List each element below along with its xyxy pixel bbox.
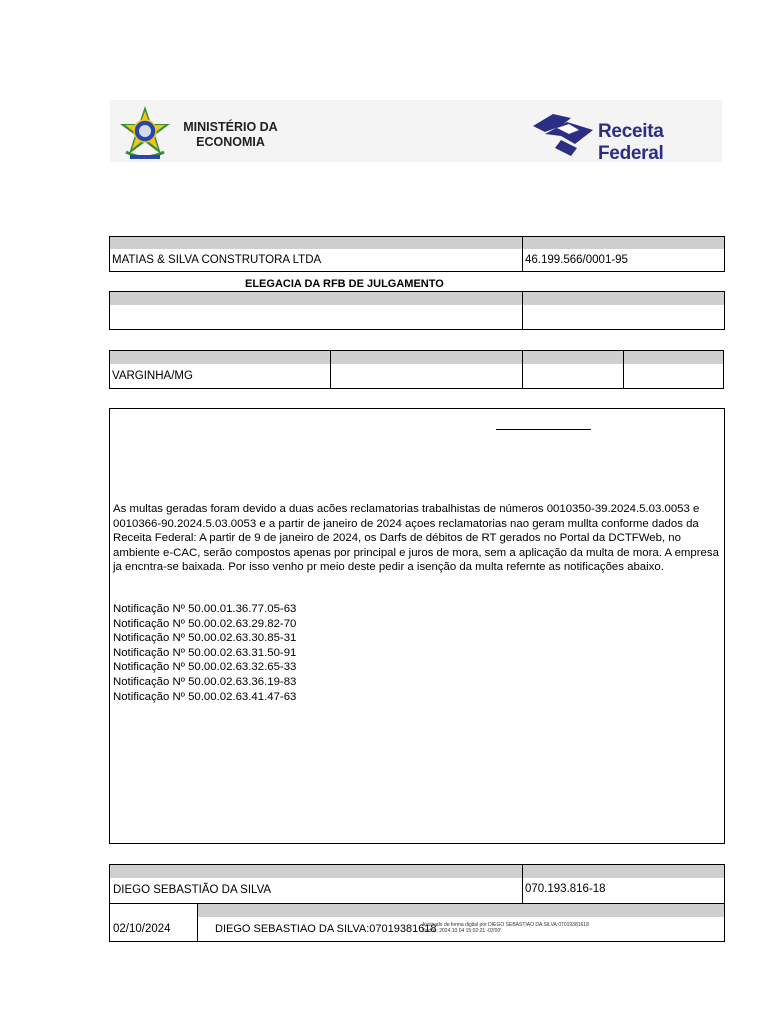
notification-item: Notificação Nº 50.00.02.63.41.47-63 [113, 690, 297, 703]
signer-table [109, 864, 725, 904]
delegacia-table-header [110, 292, 724, 305]
request-paragraph: As multas geradas foram devido a duas acões reclamatorias trabalhistas de números 0010350-39.2024.5.03.0053 e 0010366-90.2024.5.03.0053 e a partir de janeiro de 2024 açoes reclamatorias nao geram mullta conforme dados da Receita Federal: A partir de 9 de janeiro de 2024, os Darfs de débitos de RT gerados no Portal da DCTFWeb, no ambiente e-CAC, serão compostos apenas por principal e juros de mora, sem a aplicação da multa de mora. A empresa ja encntra-se baixada. Por isso venho pr meio deste pedir a isenção da multa refernte as notificações abaixo. [113, 503, 719, 574]
location-table-header [110, 351, 723, 364]
location-table [109, 350, 724, 389]
signature-underline [496, 429, 591, 430]
signer-table-header [110, 865, 724, 878]
location-city: VARGINHA/MG [112, 370, 193, 382]
digital-signature-note [422, 922, 589, 934]
digital-signature-name: DIEGO SEBASTIAO DA SILVA:07019381618 [215, 923, 437, 935]
notification-item: Notificação Nº 50.00.02.63.32.65-33 [113, 661, 297, 674]
receita-federal-logo-icon [531, 112, 595, 156]
date-divider [197, 904, 198, 941]
ministry-line-1: MINISTÉRIO DA [183, 120, 278, 134]
delegacia-divider [522, 292, 523, 329]
company-cnpj: 46.199.566/0001-95 [525, 254, 628, 266]
ministry-line-2: ECONOMIA [196, 135, 265, 149]
notification-list [113, 602, 513, 704]
ministry-title [178, 120, 283, 150]
delegacia-table [109, 291, 725, 330]
signer-cpf: 070.193.816-18 [525, 883, 606, 895]
date-signature-header [198, 904, 724, 917]
notification-item: Notificação Nº 50.00.01.36.77.05-63 [113, 603, 297, 615]
signer-name: DIEGO SEBASTIÃO DA SILVA [113, 884, 272, 896]
signature-note-line-1: Assinado de forma digital por DIEGO SEBASTIAO DA SILVA:07019381618 [422, 922, 589, 928]
date-signature-table [109, 903, 725, 942]
delegacia-title: ELEGACIA DA RFB DE JULGAMENTO [245, 278, 444, 290]
location-divider-3 [623, 351, 624, 388]
notification-item: Notificação Nº 50.00.02.63.30.85-31 [113, 632, 297, 645]
notification-item: Notificação Nº 50.00.02.63.29.82-70 [113, 617, 297, 630]
signature-note-line-2: Dados: 2024.10.04 15:02:21 -03'00' [422, 928, 502, 934]
location-divider-2 [522, 351, 523, 388]
coat-of-arms-icon [116, 104, 174, 164]
receita-federal-label: Receita Federal [598, 121, 664, 164]
company-divider [522, 237, 523, 271]
location-divider-1 [330, 351, 331, 388]
signer-divider [522, 865, 523, 903]
request-body-box [109, 408, 725, 844]
notification-item: Notificação Nº 50.00.02.63.36.19-83 [113, 675, 297, 688]
company-name: MATIAS & SILVA CONSTRUTORA LTDA [112, 254, 322, 266]
company-table [109, 236, 725, 272]
company-table-header [110, 237, 724, 249]
signature-date: 02/10/2024 [113, 923, 171, 935]
notification-item: Notificação Nº 50.00.02.63.31.50-91 [113, 646, 297, 659]
